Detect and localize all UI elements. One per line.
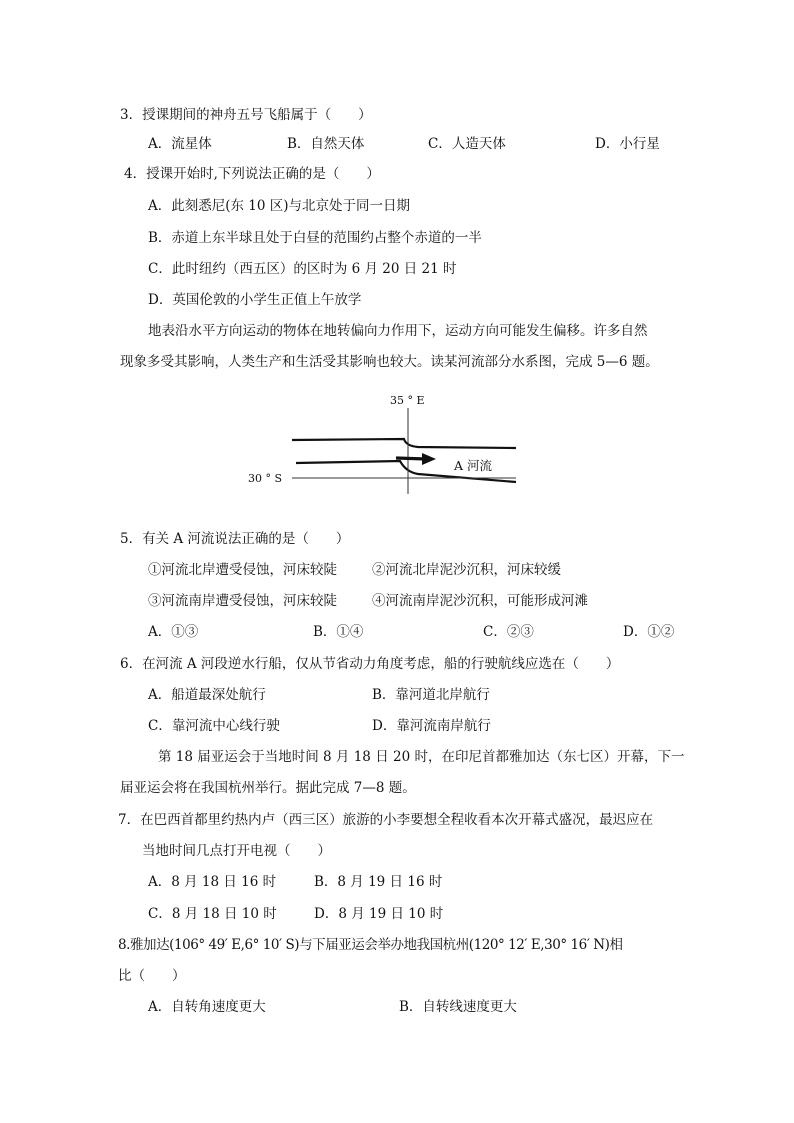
q6-option-b: B．靠河道北岸航行: [372, 687, 490, 703]
q4-option-a: A．此刻悉尼(东 10 区)与北京处于同一日期: [148, 198, 411, 214]
river-figure: [240, 388, 530, 498]
q4-stem: 4．授课开始时,下列说法正确的是（ ）: [124, 166, 380, 182]
q4-option-b: B．赤道上东半球且处于白昼的范围约占整个赤道的一半: [148, 230, 482, 246]
q8-option-b: B．自转线速度更大: [399, 999, 517, 1015]
q7-stem-line-1: 7．在巴西首都里约热内卢（西三区）旅游的小李要想全程收看本次开幕式盛况，最迟应在: [118, 812, 654, 828]
q3-stem: 3．授课期间的神舟五号飞船属于（ ）: [120, 107, 372, 123]
q5-option-c: C．②③: [483, 624, 534, 640]
passage-7-8-line-1: 第 18 届亚运会于当地时间 8 月 18 日 20 时，在印尼首都雅加达（东七区）开幕，下一: [158, 749, 685, 765]
passage-5-6-line-1: 地表沿水平方向运动的物体在地转偏向力作用下，运动方向可能发生偏移。许多自然: [148, 323, 648, 339]
river-bank-north: [292, 439, 516, 448]
q3-option-b: B．自然天体: [287, 136, 365, 152]
q8-stem-line-1: 8.雅加达(106° 49′ E,6° 10′ S)与下届亚运会举办地我国杭州(120° 12′ E,30° 16′ N)相: [118, 937, 623, 953]
q6-option-d: D．靠河流南岸航行: [372, 718, 491, 734]
q3-option-d: D．小行星: [595, 136, 660, 152]
q8-option-a: A．自转角速度更大: [148, 999, 266, 1015]
q3-option-a: A．流星体: [148, 136, 212, 152]
q6-stem: 6．在河流 A 河段逆水行船，仅从节省动力角度考虑，船的行驶航线应选在（ ）: [120, 656, 620, 672]
q3-option-c: C．人造天体: [428, 136, 506, 152]
q4-option-d: D．英国伦敦的小学生正值上午放学: [148, 292, 362, 308]
q7-option-d: D．8 月 19 日 10 时: [314, 906, 444, 922]
q5-statement-3: ③河流南岸遭受侵蚀，河床较陡: [148, 593, 337, 609]
q8-stem-line-2: 比（ ）: [118, 968, 186, 984]
passage-5-6-line-2: 现象多受其影响，人类生产和生活受其影响也较大。读某河流部分水系图，完成 5—6 题。: [120, 354, 659, 370]
passage-7-8-line-2: 届亚运会将在我国杭州举行。据此完成 7—8 题。: [120, 780, 416, 796]
parallel-label: 30 ° S: [248, 472, 283, 485]
q7-option-a: A．8 月 18 日 16 时: [148, 874, 277, 890]
q5-statement-1: ①河流北岸遭受侵蚀，河床较陡: [148, 562, 337, 578]
q7-option-b: B．8 月 19 日 16 时: [314, 874, 443, 890]
q7-stem-line-2: 当地时间几点打开电视（ ）: [142, 843, 331, 859]
q6-option-c: C．靠河流中心线行驶: [148, 718, 280, 734]
river-label: A 河流: [454, 458, 493, 473]
meridian-label: 35 ° E: [390, 394, 425, 407]
q5-option-a: A．①③: [148, 624, 199, 640]
q5-option-d: D．①②: [623, 624, 675, 640]
q4-option-c: C．此时纽约（西五区）的区时为 6 月 20 日 21 时: [148, 261, 457, 277]
q5-statement-4: ④河流南岸泥沙沉积，可能形成河滩: [372, 593, 588, 609]
q5-statement-2: ②河流北岸泥沙沉积，河床较缓: [372, 562, 561, 578]
q7-option-c: C．8 月 18 日 10 时: [148, 906, 277, 922]
q5-stem: 5．有关 A 河流说法正确的是（ ）: [120, 531, 350, 547]
q6-option-a: A．船道最深处航行: [148, 687, 266, 703]
q5-option-b: B．①④: [313, 624, 364, 640]
